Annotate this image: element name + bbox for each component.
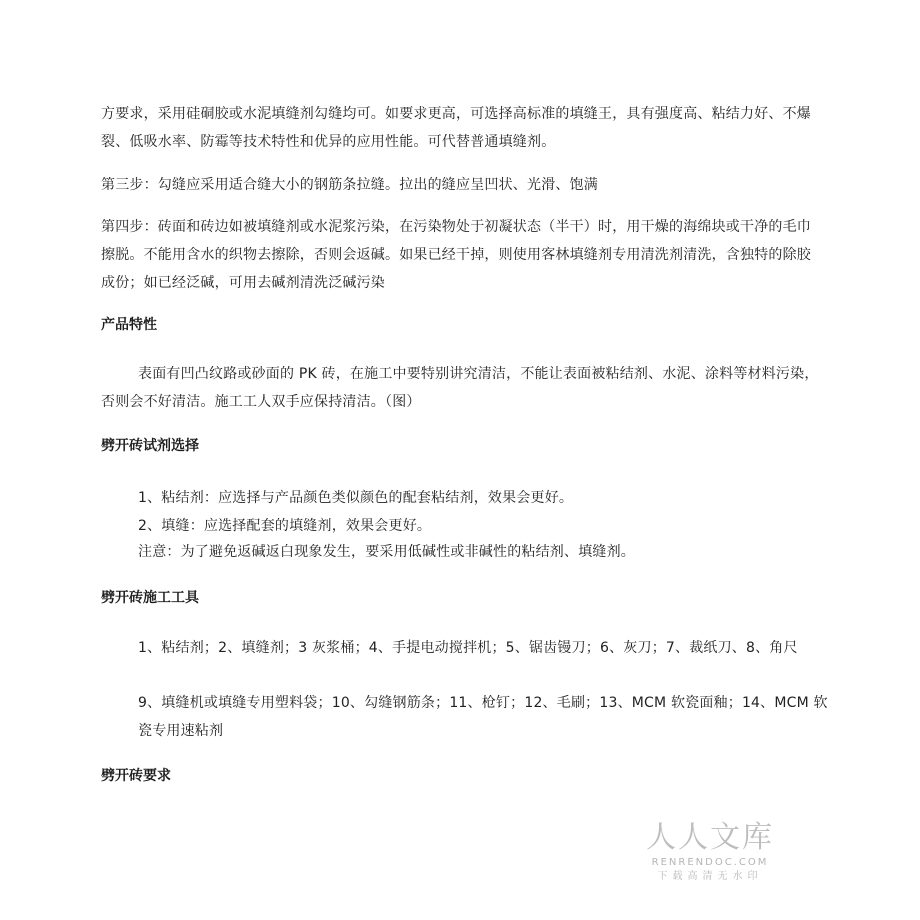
watermark-title: 人人文库 xyxy=(646,820,774,855)
watermark-tagline: 下载高清无水印 xyxy=(657,871,763,882)
heading-requirements: 劈开砖要求 xyxy=(101,768,171,784)
paragraph-grout-options: 方要求，采用硅硐胶或水泥填缝剂勾缝均可。如要求更高，可选择高标准的填缝王，具有强度高、粘结力好、不爆裂、低吸水率、防霉等技术特性和优异的应用性能。可代替普通填缝剂。 xyxy=(101,106,811,150)
watermark-site: RENRENDOC.COM xyxy=(651,857,769,868)
heading-construction-tools: 劈开砖施工工具 xyxy=(101,590,199,606)
tools-list-line-2: 9、填缝机或填缝专用塑料袋；10、勾缝钢筋条；11、枪钉；12、毛刷；13、MCM 软瓷面釉；14、MCM 软瓷专用速粘剂 xyxy=(138,695,828,739)
heading-reagent-selection: 劈开砖试剂选择 xyxy=(101,438,199,454)
list-item: 2、填缝：应选择配套的填缝剂，效果会更好。 xyxy=(138,518,432,534)
tools-list-line-1: 1、粘结剂；2、填缝剂；3 灰浆桶；4、手提电动搅拌机；5、锯齿镘刀；6、灰刀；7、裁纸刀、8、角尺 xyxy=(138,640,798,656)
watermark-logo xyxy=(640,820,780,884)
paragraph-step-four: 第四步：砖面和砖边如被填缝剂或水泥浆污染，在污染物处于初凝状态（半干）时，用干燥的海绵块或干净的毛巾擦脱。不能用含水的织物去擦除，否则会返碱。如果已经干掉，则使用客林填缝剂专用清洗剂清洗，含独特的除胶成份；如已经泛碱，可用去碱剂清洗泛碱污染 xyxy=(101,219,811,291)
heading-product-features: 产品特性 xyxy=(101,317,157,333)
list-item: 1、粘结剂：应选择与产品颜色类似颜色的配套粘结剂，效果会更好。 xyxy=(138,490,574,506)
list-item-note: 注意：为了避免返碱返白现象发生，要采用低碱性或非碱性的粘结剂、填缝剂。 xyxy=(138,544,635,560)
paragraph-step-three: 第三步：勾缝应采用适合缝大小的钢筋条拉缝。拉出的缝应呈凹状、光滑、饱满 xyxy=(101,177,598,193)
paragraph-product-features: 表面有凹凸纹路或砂面的 PK 砖，在施工中要特别讲究清洁，不能让表面被粘结剂、水泥、涂料等材料污染，否则会不好清洁。施工工人双手应保持清洁。（图） xyxy=(101,366,819,410)
